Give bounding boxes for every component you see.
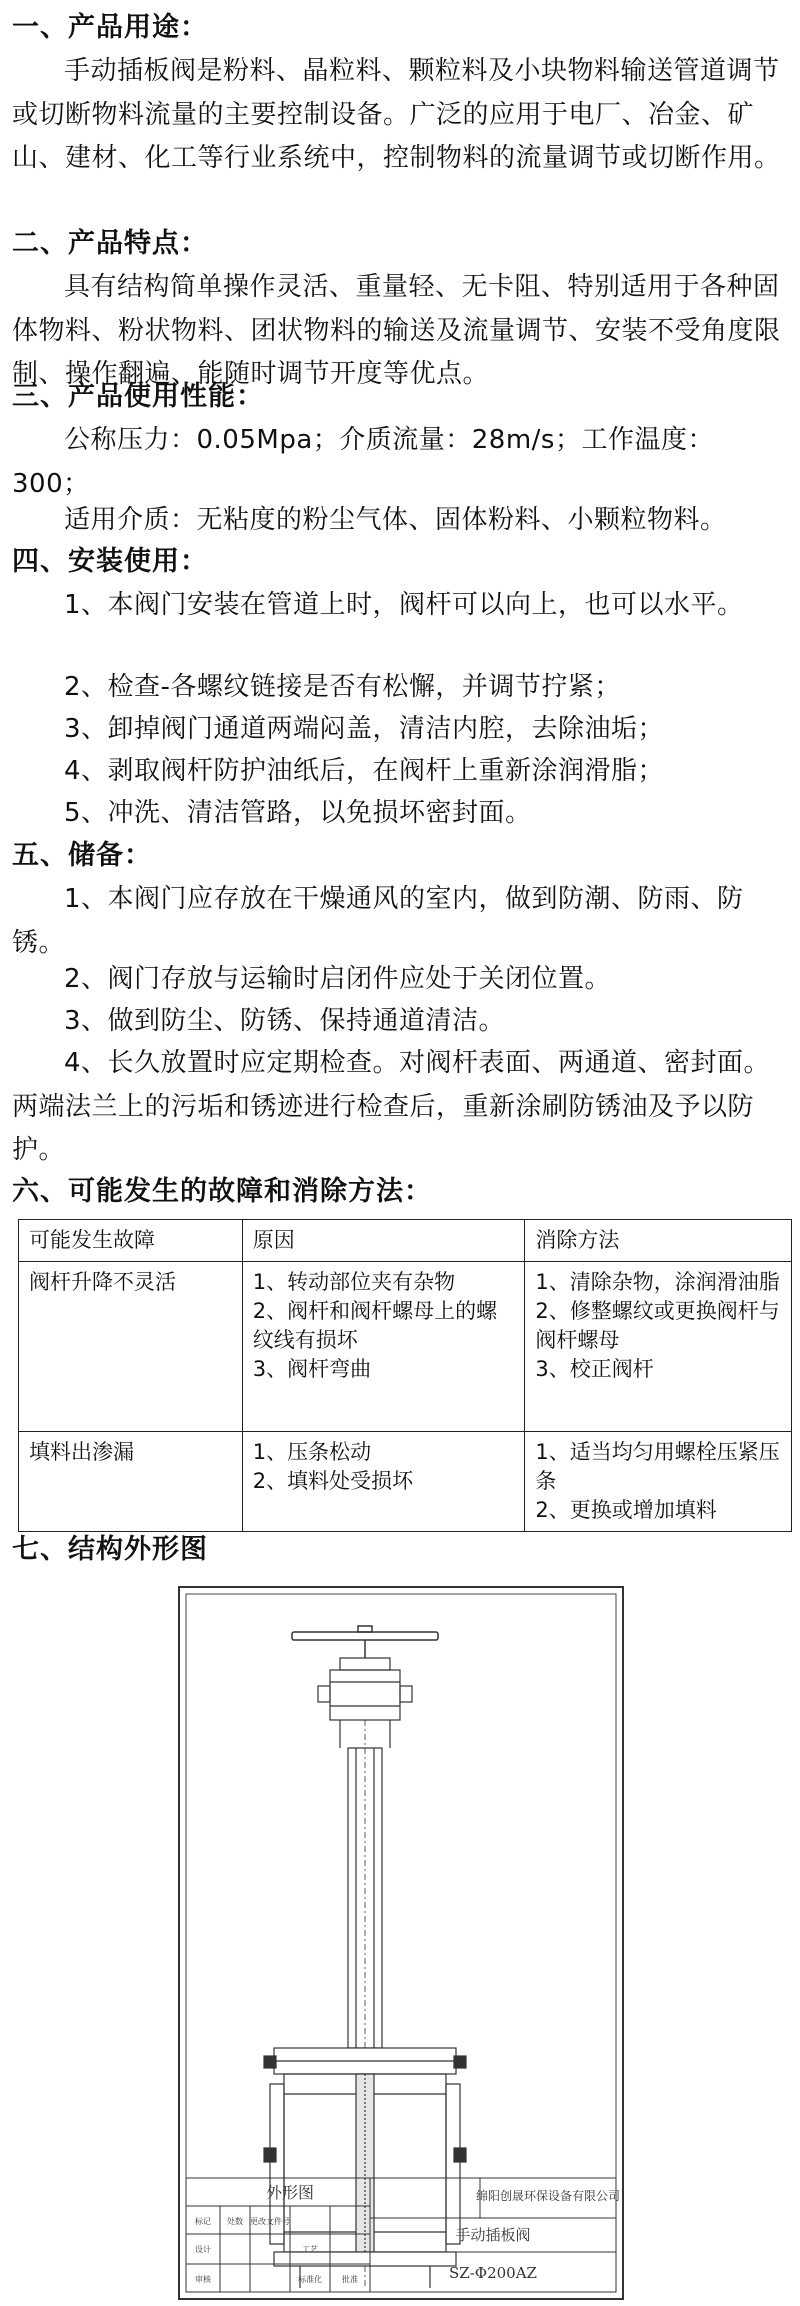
section-6-heading: 六、可能发生的故障和消除方法： bbox=[12, 1176, 432, 1207]
handwheel-icon bbox=[292, 1626, 438, 1658]
section-3-paragraph-1: 公称压力：0.05Mpa；介质流量：28m/s；工作温度：300； bbox=[12, 425, 714, 499]
table-header-row bbox=[19, 1220, 792, 1262]
install-item: 2、检查-各螺纹链接是否有松懈，并调节拧紧； bbox=[64, 672, 621, 702]
fault-table bbox=[18, 1219, 792, 1532]
product-name: 手动插板阀 bbox=[455, 2226, 531, 2244]
model-number: SZ-Φ200AZ bbox=[449, 2264, 537, 2282]
fault-cell: 阀杆升降不灵活 bbox=[19, 1262, 243, 1432]
storage-item: 3、做到防尘、防锈、保持通道清洁。 bbox=[64, 1006, 506, 1036]
valve-body-icon bbox=[264, 2074, 466, 2252]
table-header-cell: 可能发生故障 bbox=[19, 1220, 243, 1262]
structure-drawing bbox=[178, 1586, 624, 2300]
table-header-cell: 原因 bbox=[242, 1220, 525, 1262]
table-row bbox=[19, 1262, 792, 1432]
tb-label: 处数 bbox=[227, 2217, 243, 2226]
fault-cell: 填料出渗漏 bbox=[19, 1432, 243, 1532]
tb-label: 标准化 bbox=[298, 2275, 322, 2284]
cause-cell bbox=[242, 1432, 525, 1532]
cause-cell bbox=[242, 1262, 525, 1432]
view-title: 外形图 bbox=[265, 2183, 315, 2202]
tb-label: 批准 bbox=[342, 2275, 358, 2284]
tb-label: 工艺 bbox=[302, 2245, 318, 2254]
fix-line: 2、修整螺纹或更换阀杆与阀杆螺母 bbox=[535, 1299, 780, 1352]
table-row bbox=[19, 1432, 792, 1532]
storage-item: 2、阀门存放与运输时启闭件应处于关闭位置。 bbox=[64, 964, 612, 994]
section-5-heading: 五、储备： bbox=[12, 840, 152, 871]
table-header-cell: 消除方法 bbox=[525, 1220, 792, 1262]
install-item: 1、本阀门安装在管道上时，阀杆可以向上，也可以水平。 bbox=[64, 590, 744, 620]
storage-item: 1、本阀门应存放在干燥通风的室内，做到防潮、防雨、防锈。 bbox=[12, 884, 744, 958]
storage-item: 4、长久放置时应定期检查。对阀杆表面、两通道、密封面。两端法兰上的污垢和锈迹进行检查后，重新涂刷防锈油及予以防护。 bbox=[12, 1048, 771, 1165]
fix-line: 2、更换或增加填料 bbox=[535, 1498, 717, 1522]
section-7-heading: 七、结构外形图 bbox=[12, 1534, 208, 1565]
section-1-paragraph: 手动插板阀是粉料、晶粒料、颗粒料及小块物料输送管道调节或切断物料流量的主要控制设备。广泛的应用于电厂、冶金、矿山、建材、化工等行业系统中，控制物料的流量调节或切断作用。 bbox=[12, 56, 781, 173]
section-3-heading: 三、产品使用性能： bbox=[12, 381, 264, 412]
cause-line: 2、填料处受损坏 bbox=[252, 1469, 414, 1493]
cause-line: 3、阀杆弯曲 bbox=[252, 1357, 372, 1381]
tb-label: 设计 bbox=[195, 2245, 211, 2254]
section-2-heading: 二、产品特点： bbox=[12, 228, 208, 259]
fix-cell bbox=[525, 1262, 792, 1432]
tb-label: 标记 bbox=[195, 2217, 211, 2226]
section-2-paragraph: 具有结构简单操作灵活、重量轻、无卡阻、特别适用于各种固体物料、粉状物料、团状物料的输送及流量调节、安装不受角度限制、操作翻遍、能随时调节开度等优点。 bbox=[12, 272, 781, 389]
valve-drawing-svg bbox=[180, 1588, 622, 2298]
top-flange-icon bbox=[264, 2048, 466, 2074]
cause-line: 1、转动部位夹有杂物 bbox=[252, 1270, 456, 1294]
section-1-heading: 一、产品用途： bbox=[12, 12, 208, 43]
install-item: 5、冲洗、清洁管路，以免损坏密封面。 bbox=[64, 798, 532, 828]
fix-line: 3、校正阀杆 bbox=[535, 1357, 654, 1381]
company-name: 绵阳创晟环保设备有限公司 bbox=[475, 2189, 621, 2203]
section-4-heading: 四、安装使用： bbox=[12, 546, 208, 577]
fix-cell bbox=[525, 1432, 792, 1532]
cause-line: 2、阀杆和阀杆螺母上的螺纹线有损坏 bbox=[252, 1299, 498, 1352]
fix-line: 1、清除杂物，涂润滑油脂 bbox=[535, 1270, 780, 1294]
install-item: 4、剥取阀杆防护油纸后，在阀杆上重新涂润滑脂； bbox=[64, 756, 665, 786]
tb-label: 更改文件号 bbox=[250, 2217, 290, 2226]
install-item: 3、卸掉阀门通道两端闷盖，清洁内腔，去除油垢； bbox=[64, 714, 665, 744]
cause-line: 1、压条松动 bbox=[252, 1440, 372, 1464]
section-3-paragraph-2: 适用介质：无粘度的粉尘气体、固体粉料、小颗粒物料。 bbox=[64, 505, 727, 535]
fix-line: 1、适当均匀用螺栓压紧压条 bbox=[535, 1440, 780, 1493]
tb-label: 审核 bbox=[195, 2275, 211, 2284]
inner-frame bbox=[186, 1594, 616, 2292]
